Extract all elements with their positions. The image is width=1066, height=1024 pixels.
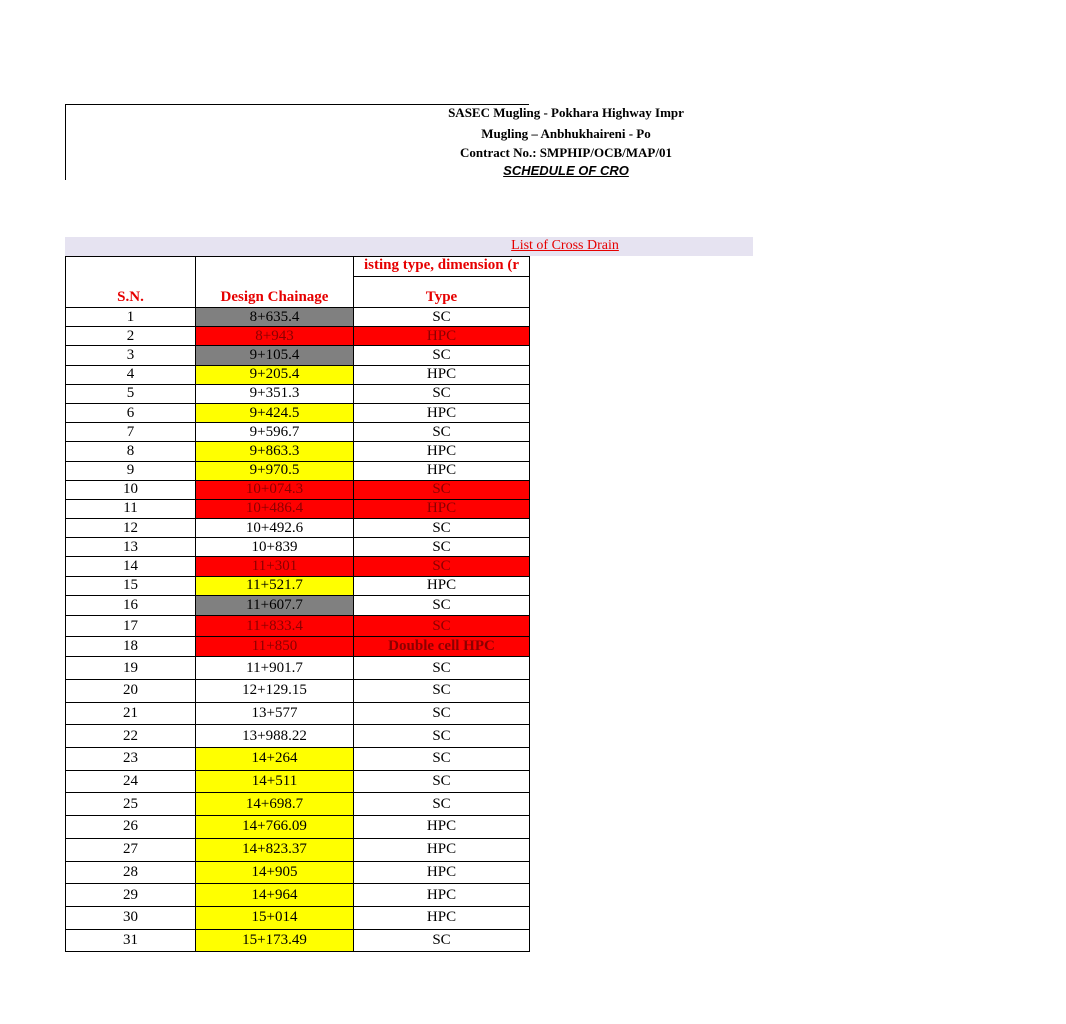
table-row bbox=[66, 519, 530, 538]
cell-sn: 19 bbox=[66, 657, 196, 680]
table-row bbox=[66, 557, 530, 576]
cell-sn: 5 bbox=[66, 384, 196, 403]
header-section-name: Mugling – Anbhukhaireni - Po bbox=[481, 126, 651, 141]
cell-chainage: 8+943 bbox=[196, 327, 354, 346]
cell-sn: 18 bbox=[66, 636, 196, 657]
cell-type: SC bbox=[354, 519, 530, 538]
cell-chainage: 9+970.5 bbox=[196, 461, 354, 480]
cell-sn: 20 bbox=[66, 680, 196, 703]
table-row bbox=[66, 403, 530, 422]
cell-type: HPC bbox=[354, 403, 530, 422]
cell-type: HPC bbox=[354, 906, 530, 929]
cell-chainage: 13+577 bbox=[196, 702, 354, 725]
cell-type: HPC bbox=[354, 861, 530, 884]
table-row bbox=[66, 616, 530, 637]
table-row bbox=[66, 884, 530, 907]
col-header-chainage: Design Chainage bbox=[196, 257, 354, 308]
cell-type: SC bbox=[354, 557, 530, 576]
cell-chainage: 9+596.7 bbox=[196, 423, 354, 442]
cell-type: Double cell HPC bbox=[354, 636, 530, 657]
cell-chainage: 10+074.3 bbox=[196, 480, 354, 499]
table-row bbox=[66, 538, 530, 557]
cell-type: SC bbox=[354, 725, 530, 748]
col-header-type: Type bbox=[354, 277, 530, 308]
cell-type: HPC bbox=[354, 365, 530, 384]
cell-type: SC bbox=[354, 538, 530, 557]
cell-chainage: 9+424.5 bbox=[196, 403, 354, 422]
cell-chainage: 14+511 bbox=[196, 770, 354, 793]
cell-sn: 13 bbox=[66, 538, 196, 557]
cell-sn: 12 bbox=[66, 519, 196, 538]
cell-sn: 3 bbox=[66, 346, 196, 365]
table-row bbox=[66, 499, 530, 518]
cross-drain-table-wrap bbox=[65, 256, 529, 952]
table-row bbox=[66, 636, 530, 657]
cell-type: SC bbox=[354, 793, 530, 816]
table-row bbox=[66, 680, 530, 703]
cell-chainage: 12+129.15 bbox=[196, 680, 354, 703]
cell-sn: 1 bbox=[66, 308, 196, 327]
cell-type: HPC bbox=[354, 884, 530, 907]
table-row bbox=[66, 748, 530, 771]
table-group-header-row bbox=[66, 257, 530, 277]
cell-type: HPC bbox=[354, 576, 530, 595]
table-row bbox=[66, 838, 530, 861]
table-row bbox=[66, 365, 530, 384]
cell-sn: 31 bbox=[66, 929, 196, 952]
table-row bbox=[66, 725, 530, 748]
table-row bbox=[66, 929, 530, 952]
table-row bbox=[66, 770, 530, 793]
table-row bbox=[66, 423, 530, 442]
cell-sn: 23 bbox=[66, 748, 196, 771]
cell-type: SC bbox=[354, 384, 530, 403]
cell-sn: 25 bbox=[66, 793, 196, 816]
table-row bbox=[66, 657, 530, 680]
cell-chainage: 15+173.49 bbox=[196, 929, 354, 952]
cell-type: HPC bbox=[354, 499, 530, 518]
cell-sn: 11 bbox=[66, 499, 196, 518]
cell-chainage: 11+607.7 bbox=[196, 595, 354, 616]
cell-chainage: 14+905 bbox=[196, 861, 354, 884]
cell-chainage: 14+264 bbox=[196, 748, 354, 771]
cell-chainage: 13+988.22 bbox=[196, 725, 354, 748]
cell-sn: 21 bbox=[66, 702, 196, 725]
table-row bbox=[66, 327, 530, 346]
cell-chainage: 10+839 bbox=[196, 538, 354, 557]
cell-sn: 28 bbox=[66, 861, 196, 884]
table-row bbox=[66, 461, 530, 480]
cell-sn: 16 bbox=[66, 595, 196, 616]
cell-sn: 2 bbox=[66, 327, 196, 346]
list-title-band bbox=[65, 237, 753, 256]
cell-type: SC bbox=[354, 748, 530, 771]
cell-chainage: 9+863.3 bbox=[196, 442, 354, 461]
cell-sn: 29 bbox=[66, 884, 196, 907]
cell-sn: 22 bbox=[66, 725, 196, 748]
cell-chainage: 14+964 bbox=[196, 884, 354, 907]
cell-type: SC bbox=[354, 346, 530, 365]
cross-drain-table bbox=[65, 256, 530, 952]
cell-type: HPC bbox=[354, 442, 530, 461]
cell-sn: 17 bbox=[66, 616, 196, 637]
table-row bbox=[66, 793, 530, 816]
cell-sn: 24 bbox=[66, 770, 196, 793]
table-row bbox=[66, 816, 530, 839]
cell-type: SC bbox=[354, 308, 530, 327]
cell-chainage: 11+901.7 bbox=[196, 657, 354, 680]
cell-chainage: 11+833.4 bbox=[196, 616, 354, 637]
cell-sn: 4 bbox=[66, 365, 196, 384]
cell-type: SC bbox=[354, 423, 530, 442]
cell-type: HPC bbox=[354, 461, 530, 480]
cell-chainage: 14+698.7 bbox=[196, 793, 354, 816]
cell-type: SC bbox=[354, 702, 530, 725]
group-header-existing: isting type, dimension (r bbox=[354, 257, 530, 277]
cell-chainage: 15+014 bbox=[196, 906, 354, 929]
cell-chainage: 14+823.37 bbox=[196, 838, 354, 861]
table-row bbox=[66, 595, 530, 616]
cell-type: SC bbox=[354, 770, 530, 793]
cell-type: HPC bbox=[354, 838, 530, 861]
cell-chainage: 8+635.4 bbox=[196, 308, 354, 327]
cell-type: SC bbox=[354, 929, 530, 952]
table-row bbox=[66, 576, 530, 595]
cell-chainage: 10+492.6 bbox=[196, 519, 354, 538]
table-row bbox=[66, 480, 530, 499]
header-project-title: SASEC Mugling - Pokhara Highway Impr bbox=[448, 105, 684, 120]
cell-type: SC bbox=[354, 595, 530, 616]
list-title: List of Cross Drain bbox=[511, 238, 619, 253]
col-header-sn: S.N. bbox=[66, 257, 196, 308]
table-row bbox=[66, 906, 530, 929]
cell-chainage: 9+351.3 bbox=[196, 384, 354, 403]
header-contract-no: Contract No.: SMPHIP/OCB/MAP/01 bbox=[460, 145, 672, 160]
cell-chainage: 10+486.4 bbox=[196, 499, 354, 518]
cell-chainage: 11+850 bbox=[196, 636, 354, 657]
cell-type: SC bbox=[354, 680, 530, 703]
table-row bbox=[66, 702, 530, 725]
table-row bbox=[66, 861, 530, 884]
cell-chainage: 11+521.7 bbox=[196, 576, 354, 595]
cell-sn: 6 bbox=[66, 403, 196, 422]
cell-sn: 27 bbox=[66, 838, 196, 861]
cell-type: HPC bbox=[354, 327, 530, 346]
cell-chainage: 9+105.4 bbox=[196, 346, 354, 365]
cell-type: SC bbox=[354, 616, 530, 637]
header-schedule-title: SCHEDULE OF CRO bbox=[503, 163, 629, 178]
cell-sn: 26 bbox=[66, 816, 196, 839]
table-row bbox=[66, 384, 530, 403]
cell-type: SC bbox=[354, 480, 530, 499]
cell-chainage: 14+766.09 bbox=[196, 816, 354, 839]
cell-sn: 9 bbox=[66, 461, 196, 480]
document-header bbox=[65, 104, 684, 180]
cell-chainage: 9+205.4 bbox=[196, 365, 354, 384]
cell-type: SC bbox=[354, 657, 530, 680]
cell-type: HPC bbox=[354, 816, 530, 839]
cell-sn: 15 bbox=[66, 576, 196, 595]
cell-sn: 10 bbox=[66, 480, 196, 499]
table-row bbox=[66, 442, 530, 461]
table-row bbox=[66, 346, 530, 365]
table-row bbox=[66, 308, 530, 327]
cell-sn: 30 bbox=[66, 906, 196, 929]
cell-chainage: 11+301 bbox=[196, 557, 354, 576]
cell-sn: 8 bbox=[66, 442, 196, 461]
cell-sn: 14 bbox=[66, 557, 196, 576]
cell-sn: 7 bbox=[66, 423, 196, 442]
